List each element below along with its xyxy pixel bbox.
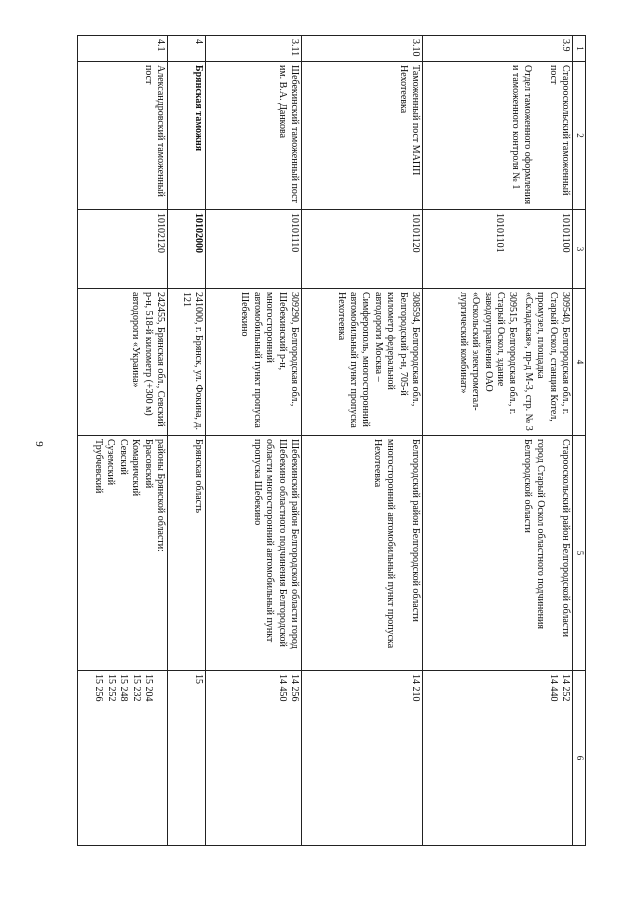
- okato-2: 14 450: [276, 674, 288, 702]
- region-1: Белгородский район Белгородской области: [410, 439, 421, 622]
- list-item: Комаричский: [130, 439, 142, 497]
- region-2: город Старый Оскол областного подчинения Белгородской области: [522, 439, 546, 629]
- row-number: 3.9: [423, 36, 573, 62]
- region-head: районы Брянской области:: [155, 439, 166, 552]
- region-1: Старооскольский район Белгородской области: [560, 439, 571, 637]
- row-number: 4.1: [78, 36, 168, 62]
- row-number: 3.10: [302, 36, 423, 62]
- post-name: Александровский таможенный пост: [78, 62, 168, 210]
- col-3-header: 3: [573, 210, 586, 289]
- table-row: [168, 36, 206, 846]
- okato-code: 15 204: [143, 674, 154, 702]
- col-1-header: 1: [573, 36, 586, 62]
- region: Шебекинский район Белгородской области город Шебекино областного подчинения Белгородской области многосторонний автомобильный пункт пропуска Шебекино: [206, 436, 302, 671]
- sub-division-name: Отдел таможенного оформления и таможенного контроля № 1: [509, 65, 534, 205]
- rotated-table-container: [68, 35, 586, 845]
- region: Брянская область: [168, 436, 206, 671]
- district-list: [92, 439, 154, 667]
- list-item: Трубчевский: [92, 439, 104, 494]
- post-address: 308594, Белгородская обл., Белгородский р-н, 705-й километр федеральной автодороги Москва – Симферополь, многосторонний автомобильный пункт пропуска Нехотеевка: [302, 289, 423, 436]
- sub-division-address: 309515, Белгородская обл., г. Старый Оскол, здание заводоуправления ОАО «Оскольский электрометал-лургический комбинат»: [457, 292, 519, 415]
- post-name: Таможенный пост МАПП Нехотеевка: [302, 62, 423, 210]
- okato-code: 15 252: [105, 674, 117, 702]
- post-name: Шебекинский таможенный пост им. В.А. Данкова: [206, 62, 302, 210]
- table-row: [302, 36, 423, 846]
- post-code: 10102120: [78, 210, 168, 289]
- table-row: [423, 36, 573, 846]
- okato-code: 15 232: [130, 674, 142, 702]
- col-5-header: 5: [573, 436, 586, 671]
- table-row: [206, 36, 302, 846]
- post-code: 10101110: [206, 210, 302, 289]
- customs-name: Брянская таможня: [168, 62, 206, 210]
- okato-2: 14 440: [547, 674, 559, 702]
- post-code: 10101120: [302, 210, 423, 289]
- post-code: 10101100: [560, 213, 571, 253]
- row-number: 4: [168, 36, 206, 62]
- list-item: Брасовский: [142, 439, 154, 489]
- customs-table: [77, 35, 586, 846]
- col-6-header: 6: [573, 671, 586, 846]
- col-2-header: 2: [573, 62, 586, 210]
- page-number: 9: [32, 441, 45, 447]
- table-row: [78, 36, 168, 846]
- okato-1: 14 252: [560, 674, 571, 702]
- post-address: 309290, Белгородская обл., Шебекинский р-н, многосторонний автомобильный пункт пропуска Шебекино: [206, 289, 302, 436]
- okato-code: 15 256: [93, 674, 105, 702]
- list-item: Севский: [117, 439, 129, 475]
- row-number: 3.11: [206, 36, 302, 62]
- column-number-row: [573, 36, 586, 846]
- col-4-header: 4: [573, 289, 586, 436]
- okato: 15: [168, 671, 206, 846]
- post-address: 242455, Брянская обл., Севский р-н, 518-й километр (+300 м) автодороги «Украина»: [78, 289, 168, 436]
- post-address: 309540, Белгородская обл., г. Старый Оскол, станция Котел, промузел, площадка «Складская», пр-д М-3, стр. № 3: [522, 292, 571, 431]
- list-item: Суземский: [105, 439, 117, 486]
- okato-1: 14 210: [410, 674, 421, 702]
- region-2: многосторонний автомобильный пункт пропуска Нехотеевка: [372, 439, 396, 649]
- customs-address: 241000, г. Брянск, ул. Фокина, д. 121: [168, 289, 206, 436]
- sub-division-code: 10101101: [493, 213, 505, 253]
- customs-code: 10102000: [168, 210, 206, 289]
- okato-code: 15 248: [118, 674, 130, 702]
- post-name: Старооскольский таможенный пост: [547, 65, 571, 196]
- okato-1: 14 256: [289, 674, 300, 702]
